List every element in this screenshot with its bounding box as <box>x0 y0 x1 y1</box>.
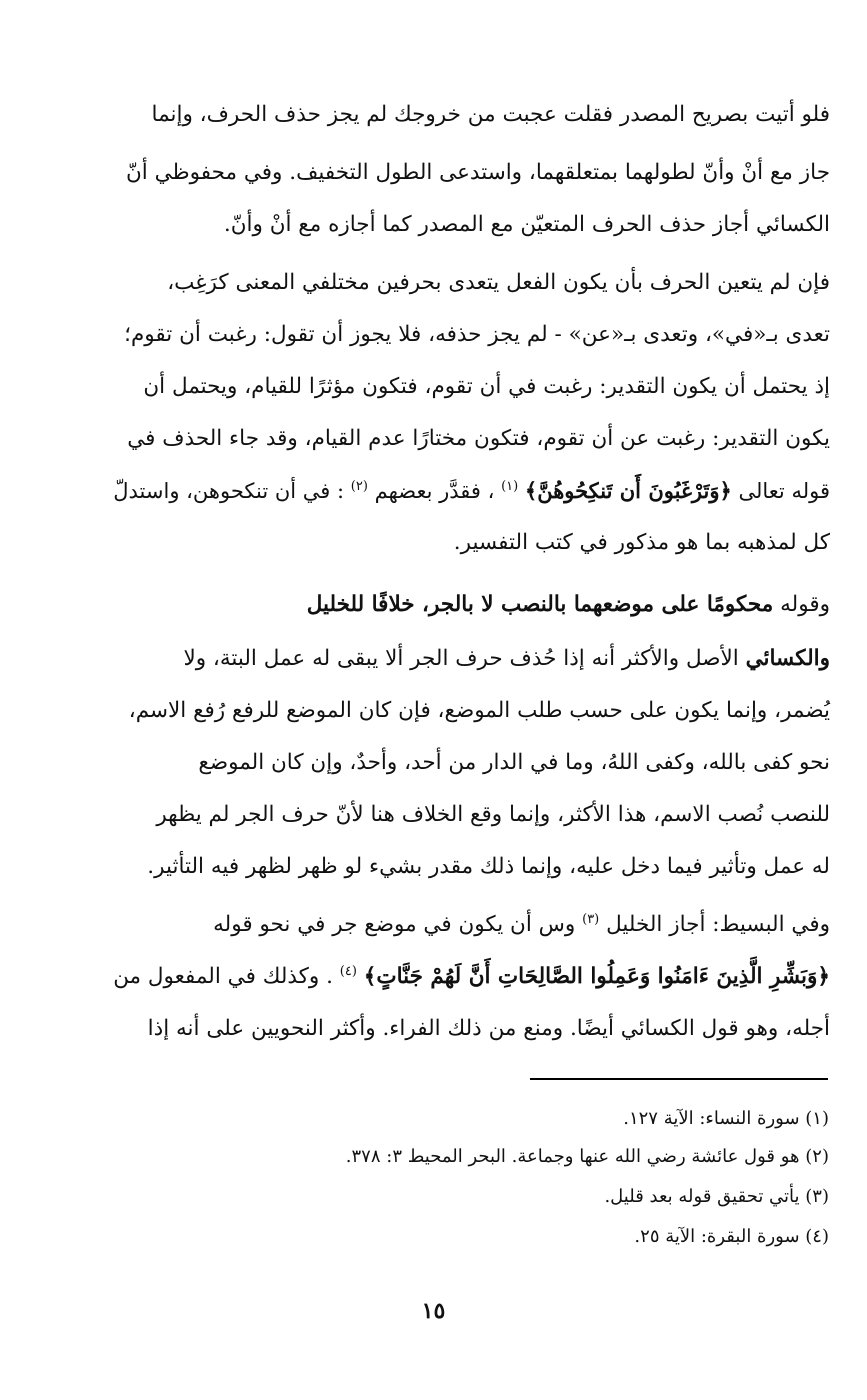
text-line: الكسائي أجاز حذف الحرف المتعيّن مع المصدر كما أجازه مع أنْ وأنّ. <box>223 212 830 237</box>
text-line: فلو أتيت بصريح المصدر فقلت عجبت من خروجك لم يجز حذف الحرف، وإنما <box>151 102 830 127</box>
footnote-ref: (٢) <box>350 479 368 494</box>
footnote: (٢) هو قول عائشة رضي الله عنها وجماعة. البحر المحيط ٣: ٣٧٨. <box>345 1146 829 1167</box>
text-line <box>100 646 830 671</box>
text-line: له عمل وتأثير فيما دخل عليه، وإنما ذلك مقدر بشيء لو ظهر لظهر فيه التأثير. <box>147 854 830 879</box>
text-line: تعدى بـ«في»، وتعدى بـ«عن» - لم يجز حذفه، فلا يجوز أن تقول: رغبت أن تقوم؛ <box>124 322 830 347</box>
text-segment: : في أن تنكحوهن، واستدلّ <box>113 479 345 503</box>
bold-segment: محكومًا على موضعهما بالنصب لا بالجر، خلافًا للخليل <box>306 592 774 617</box>
text-segment: وفي البسيط: أجاز الخليل <box>606 912 830 938</box>
text-line: أجله، وهو قول الكسائي أيضًا. ومنع من ذلك الفراء. وأكثر النحويين على أنه إذا <box>147 1016 830 1041</box>
quran-quote: ﴿وَتَرْغَبُونَ أَن تَنكِحُوهُنَّ﴾ <box>524 478 732 503</box>
footnote: (١) سورة النساء: الآية ١٢٧. <box>623 1108 829 1129</box>
text-segment: وقوله <box>780 592 830 617</box>
text-line-with-quran <box>100 964 830 989</box>
text-segment: ، فقدَّر بعضهم <box>374 479 495 503</box>
text-line: يُضمر، وإنما يكون على حسب طلب الموضع، فإن كان الموضع للرفع رُفع الاسم، <box>128 698 830 723</box>
footnote-divider <box>530 1078 828 1080</box>
text-segment: . وكذلك في المفعول من <box>113 964 333 990</box>
text-line: فإن لم يتعين الحرف بأن يكون الفعل يتعدى بحرفين مختلفي المعنى كرَغِب، <box>167 270 830 295</box>
text-line: يكون التقدير: رغبت عن أن تقوم، فتكون مختارًا عدم القيام، وقد جاء الحذف في <box>127 426 830 451</box>
footnote-ref: (٣) <box>582 912 600 927</box>
page-number: ١٥ <box>421 1298 446 1324</box>
text-line: للنصب نُصب الاسم، هذا الأكثر، وإنما وقع الخلاف هنا لأنّ حرف الجر لم يظهر <box>156 802 830 827</box>
footnote-ref: (٤) <box>339 964 357 979</box>
text-line: جاز مع أنْ وأنّ لطولهما بمتعلقهما، واستدعى الطول التخفيف. وفي محفوظي أنّ <box>126 160 830 185</box>
text-segment: قوله تعالى <box>738 479 830 503</box>
quran-quote: ﴿وَبَشِّرِ الَّذِينَ ءَامَنُوا وَعَمِلُوا الصَّالِحَاتِ أَنَّ لَهُمْ جَنَّاتٍ﴾ <box>363 964 830 990</box>
bold-segment: والكسائي <box>745 646 830 671</box>
text-segment: الأصل والأكثر أنه إذا حُذف حرف الجر ألا يبقى له عمل البتة، ولا <box>183 646 739 671</box>
text-line-bold <box>100 592 830 617</box>
text-line: نحو كفى بالله، وكفى اللهُ، وما في الدار من أحد، وأحدٌ، وإن كان الموضع <box>198 750 830 775</box>
text-line: كل لمذهبه بما هو مذكور في كتب التفسير. <box>453 530 830 555</box>
text-line-with-quran <box>100 478 830 503</box>
footnote: (٣) يأتي تحقيق قوله بعد قليل. <box>604 1186 829 1207</box>
text-segment: وس أن يكون في موضع جر في نحو قوله <box>213 912 576 938</box>
text-line <box>100 912 830 937</box>
text-line: إذ يحتمل أن يكون التقدير: رغبت في أن تقوم، فتكون مؤثرًا للقيام، ويحتمل أن <box>143 374 830 399</box>
footnote: (٤) سورة البقرة: الآية ٢٥. <box>634 1226 829 1247</box>
footnote-ref: (١) <box>501 479 519 494</box>
